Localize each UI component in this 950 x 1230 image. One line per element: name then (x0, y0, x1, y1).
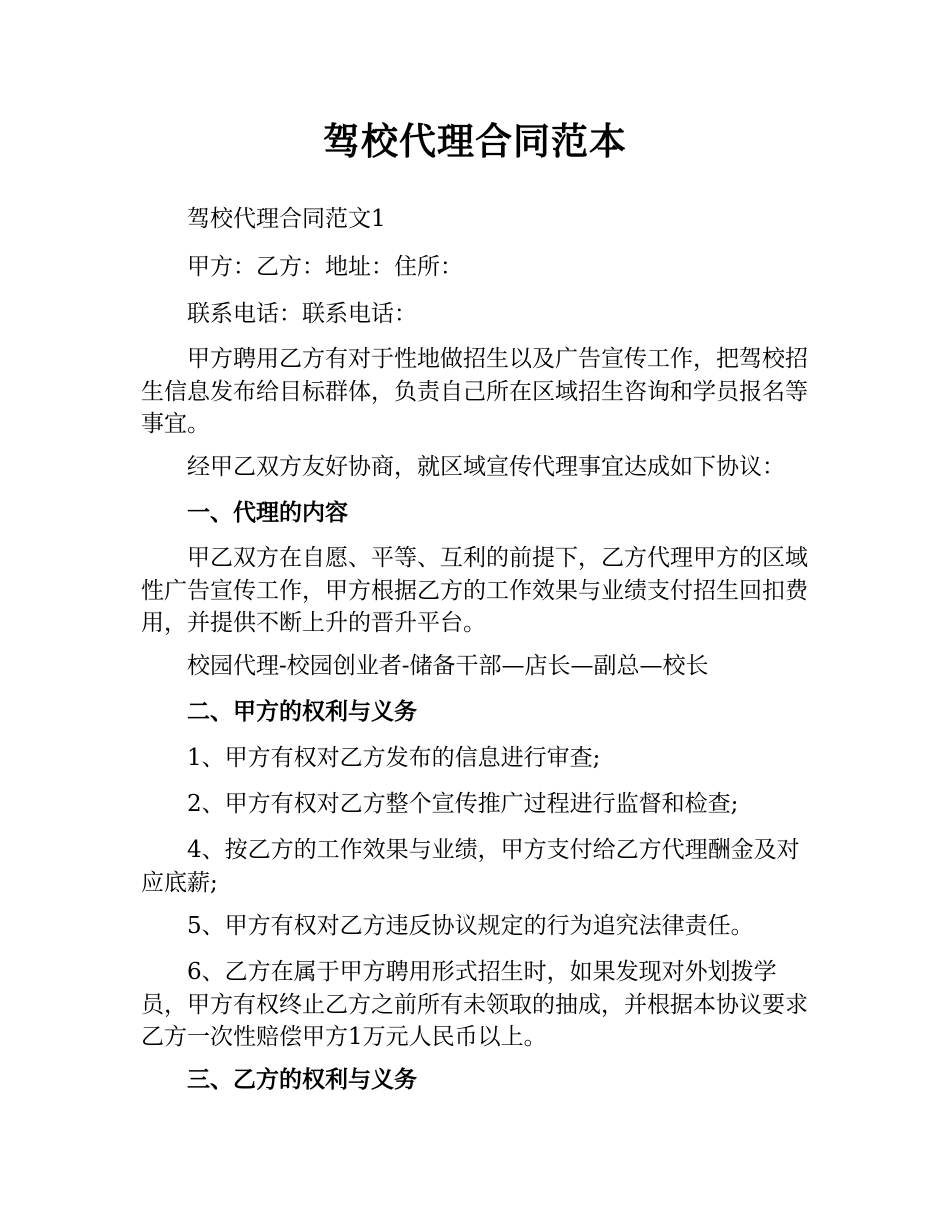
document-title: 驾校代理合同范本 (323, 120, 627, 163)
contract-version-line: 驾校代理合同范文1 (187, 206, 386, 232)
clause-2-1: 1、甲方有权对乙方发布的信息进行审查; (187, 745, 601, 771)
section-heading-2: 二、甲方的权利与义务 (187, 699, 417, 725)
section-heading-3: 三、乙方的权利与义务 (187, 1067, 417, 1093)
section-heading-1: 一、代理的内容 (187, 500, 348, 526)
clause-2-6: 6、乙方在属于甲方聘用形式招生时，如果发现对外划拨学员，甲方有权终止乙方之前所有未领取的抽成，并根据本协议要求乙方一次性赔偿甲方1万元人民币以上。 (141, 959, 808, 1050)
parties-address-line: 甲方：乙方：地址：住所： (187, 254, 463, 280)
clause-2-5: 5、甲方有权对乙方违反协议规定的行为追究法律责任。 (187, 913, 754, 939)
section-1-paragraph: 甲乙双方在自愿、平等、互利的前提下，乙方代理甲方的区域性广告宣传工作，甲方根据乙方的工作效果与业绩支付招生回扣费用，并提供不断上升的晋升平台。 (141, 545, 808, 636)
clause-2-4: 4、按乙方的工作效果与业绩，甲方支付给乙方代理酬金及对应底薪; (141, 837, 800, 896)
agreement-intro-paragraph: 经甲乙双方友好协商，就区域宣传代理事宜达成如下协议： (187, 454, 785, 480)
contact-phone-line: 联系电话：联系电话： (187, 301, 417, 327)
promotion-path-line: 校园代理-校园创业者-储备干部—店长—副总—校长 (187, 653, 709, 679)
clause-2-2: 2、甲方有权对乙方整个宣传推广过程进行监督和检查; (187, 791, 739, 817)
preamble-paragraph: 甲方聘用乙方有对于性地做招生以及广告宣传工作，把驾校招生信息发布给目标群体，负责自己所在区域招生咨询和学员报名等事宜。 (141, 346, 808, 437)
